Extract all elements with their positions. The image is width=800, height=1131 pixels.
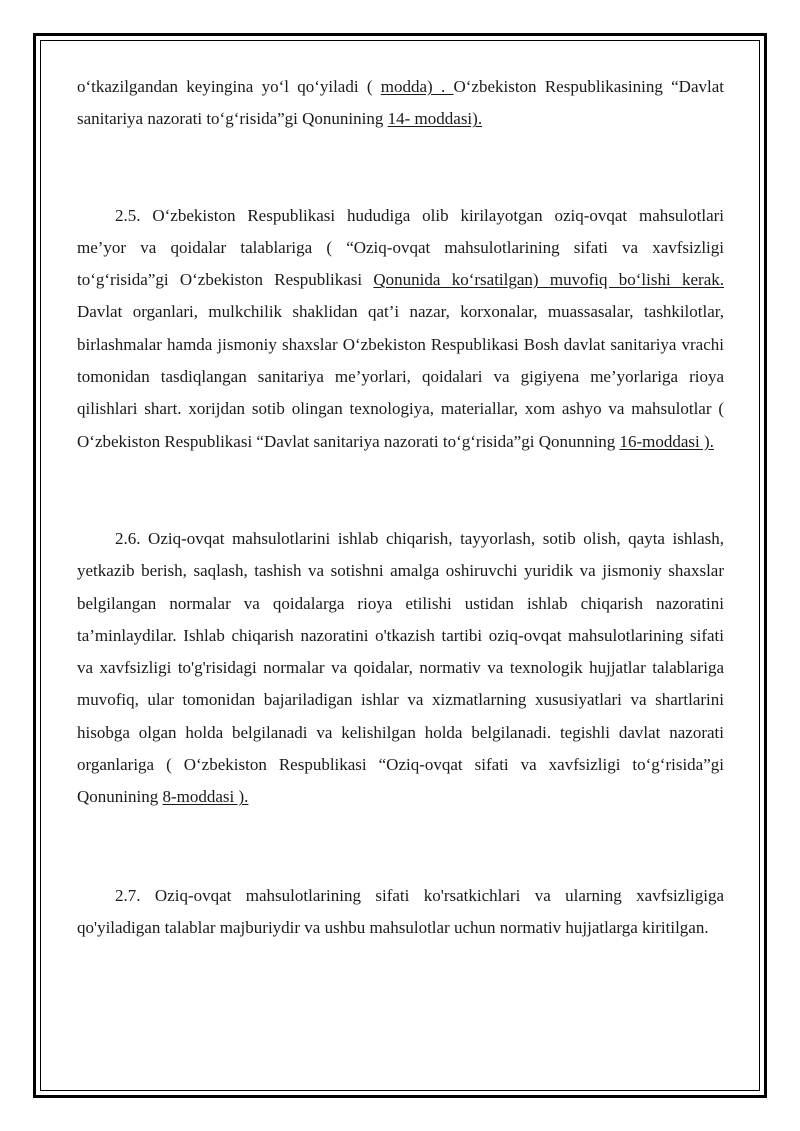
paragraph-spacer — [77, 814, 724, 880]
underlined-reference: modda) . — [380, 77, 454, 96]
paragraph-spacer — [77, 458, 724, 523]
underlined-reference: 14- moddasi). — [387, 109, 483, 129]
paragraph-text: o‘tkazilgandan keyingina yo‘l qo‘yiladi ( — [77, 77, 381, 96]
paragraph-text: O‘zbekiston Respublikasining “Davlat sanitariya nazorati to‘g‘risida”gi Qonunining — [77, 77, 724, 129]
underlined-reference: 16-moddasi ). — [619, 431, 714, 451]
paragraph-text: Davlat organlari, mulkchilik shaklidan qat’i nazar, korxonalar, muassasalar, tashkilotlar, birlashmalar hamda jismoniy shaxslar O‘zbekiston Respublikasi Bosh davlat sanitariya vrachi tomonidan tasdiqlangan sanitariya me’yorlari, qoidalari va gigiyena me’yorlariga rioya qilishlari shart. xorijdan sotib olingan texnologiya, materiallar, xom ashyo va mahsulotlar ( O‘zbekiston Respublikasi “Davlat sanitariya nazorati to‘g‘risida”gi Qonunning — [77, 302, 724, 451]
paragraph-continuation — [77, 71, 724, 136]
paragraph-text: 2.6. Oziq-ovqat mahsulotlarini ishlab chiqarish, tayyorlash, sotib olish, qayta ishlash, yetkazib berish, saqlash, tashish va sotishni amalga oshiruvchi yuridik va jismoniy shaxslar belgilangan normalar va qoidalarga rioya etilishi ustidan ishlab chiqarish nazoratini ta’minlaydilar. Ishlab chiqarish nazoratini o'tkazish tartibi oziq-ovqat mahsulotlarining sifati va xavfsizligi to'g'risidagi normalar va qoidalar, normativ va texnologik hujjatlar talablariga muvofiq, ular tomonidan bajariladigan ishlar va xizmatlarning xususiyatlari va shartlarini hisobga olgan holda belgilanadi va kelishilgan holda belgilanadi. tegishli davlat nazorati organlariga ( O‘zbekiston Respublikasi “Oziq-ovqat sifati va xavfsizligi to‘g‘risida”gi Qonunining — [77, 528, 724, 807]
paragraph-2-7 — [77, 880, 724, 945]
paragraph-2-5 — [77, 200, 724, 458]
underlined-reference: 8-moddasi ). — [162, 787, 249, 807]
paragraph-text: 2.5. O‘zbekiston Respublikasi hududiga olib kirilayotgan oziq-ovqat mahsulotlari me’yor va qoidalar talablariga ( “Oziq-ovqat mahsulotlarining sifati va xavfsizligi to‘g‘risida”gi O‘zbekiston Respublikasi — [77, 205, 724, 290]
document-body — [77, 71, 724, 944]
paragraph-text: 2.7. Oziq-ovqat mahsulotlarining sifati ko'rsatkichlari va ularning xavfsizligiga qo'yiladigan talablar majburiydir va ushbu mahsulotlar uchun normativ hujjatlarga kiritilgan. — [77, 885, 724, 937]
paragraph-2-6 — [77, 523, 724, 814]
underlined-reference: Qonunida ko‘rsatilgan) muvofiq bo‘lishi kerak. — [373, 270, 724, 290]
paragraph-spacer — [77, 136, 724, 200]
